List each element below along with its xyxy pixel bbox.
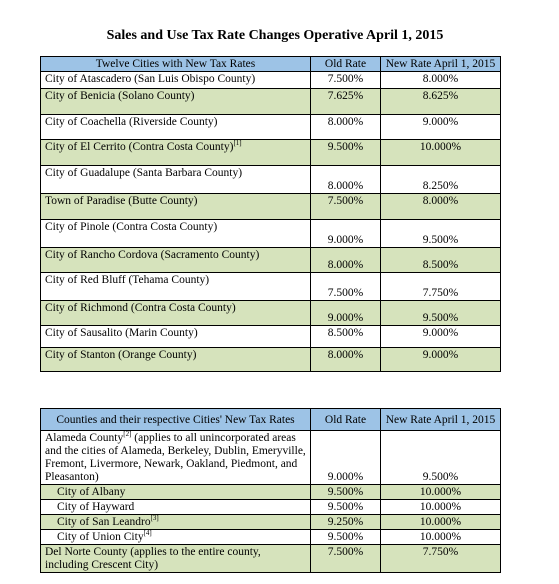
table-row xyxy=(41,301,501,326)
county-description: (applies to all unincorporated areas and the cities of Alameda, Berkeley, Dublin, Emeryville, Fremont, Livermore, Newark, Oakland, Piedmont, and Pleasanton) xyxy=(45,432,306,483)
table-row xyxy=(41,220,501,248)
city-name xyxy=(41,530,311,545)
table-header-row xyxy=(41,409,501,431)
new-rate: 7.750% xyxy=(381,545,501,573)
cities-tax-table xyxy=(40,56,501,372)
old-rate: 9.500% xyxy=(311,485,381,500)
old-rate: 9.250% xyxy=(311,515,381,530)
footnote-marker: [4] xyxy=(143,529,152,538)
column-header-old-rate: Old Rate xyxy=(311,409,381,431)
counties-tax-table xyxy=(40,408,501,573)
table-row xyxy=(41,485,501,500)
city-name: City of Stanton (Orange County) xyxy=(41,348,311,372)
new-rate: 9.500% xyxy=(381,431,501,485)
new-rate: 8.000% xyxy=(381,72,501,89)
new-rate: 10.000% xyxy=(381,485,501,500)
new-rate: 9.000% xyxy=(381,115,501,140)
old-rate: 9.000% xyxy=(311,220,381,248)
table-row xyxy=(41,89,501,115)
new-rate: 8.500% xyxy=(381,248,501,273)
new-rate: 9.500% xyxy=(381,301,501,326)
new-rate: 8.250% xyxy=(381,166,501,194)
new-rate: 9.500% xyxy=(381,220,501,248)
footnote-marker: [2] xyxy=(123,430,132,439)
column-header-cities: Twelve Cities with New Tax Rates xyxy=(41,57,311,72)
table-row xyxy=(41,72,501,89)
city-name: City of Pinole (Contra Costa County) xyxy=(41,220,311,248)
table-row xyxy=(41,140,501,166)
old-rate: 9.500% xyxy=(311,500,381,515)
city-name xyxy=(41,515,311,530)
old-rate: 7.625% xyxy=(311,89,381,115)
city-name: City of Hayward xyxy=(41,500,311,515)
column-header-old-rate: Old Rate xyxy=(311,57,381,72)
footnote-marker: [1] xyxy=(233,139,242,148)
footnote-marker: [3] xyxy=(150,514,159,523)
table-row xyxy=(41,115,501,140)
city-name: City of Sausalito (Marin County) xyxy=(41,326,311,348)
new-rate: 7.750% xyxy=(381,273,501,301)
table-row xyxy=(41,194,501,220)
old-rate: 8.500% xyxy=(311,326,381,348)
city-name-text: City of El Cerrito (Contra Costa County) xyxy=(45,141,234,153)
old-rate: 9.000% xyxy=(311,431,381,485)
new-rate: 10.000% xyxy=(381,140,501,166)
city-name: City of Guadalupe (Santa Barbara County) xyxy=(41,166,311,194)
old-rate: 8.000% xyxy=(311,248,381,273)
old-rate: 9.500% xyxy=(311,530,381,545)
old-rate: 7.500% xyxy=(311,273,381,301)
old-rate: 9.000% xyxy=(311,301,381,326)
old-rate: 7.500% xyxy=(311,72,381,89)
new-rate: 10.000% xyxy=(381,500,501,515)
city-name: City of Richmond (Contra Costa County) xyxy=(41,301,311,326)
city-name: City of Red Bluff (Tehama County) xyxy=(41,273,311,301)
table-row xyxy=(41,545,501,573)
new-rate: 10.000% xyxy=(381,515,501,530)
old-rate: 8.000% xyxy=(311,166,381,194)
city-name: City of Rancho Cordova (Sacramento County) xyxy=(41,248,311,273)
city-name: City of Coachella (Riverside County) xyxy=(41,115,311,140)
new-rate: 9.000% xyxy=(381,348,501,372)
city-name-text: City of San Leandro xyxy=(57,516,151,528)
new-rate: 9.000% xyxy=(381,326,501,348)
table-row xyxy=(41,248,501,273)
city-name: City of Atascadero (San Luis Obispo County) xyxy=(41,72,311,89)
county-name: Del Norte County (applies to the entire county, including Crescent City) xyxy=(41,545,311,573)
column-header-counties: Counties and their respective Cities' New Tax Rates xyxy=(41,409,311,431)
column-header-new-rate: New Rate April 1, 2015 xyxy=(381,409,501,431)
county-name xyxy=(41,431,311,485)
column-header-new-rate: New Rate April 1, 2015 xyxy=(381,57,501,72)
old-rate: 8.000% xyxy=(311,115,381,140)
city-name xyxy=(41,140,311,166)
table-row xyxy=(41,166,501,194)
city-name-text: City of Union City xyxy=(57,531,144,543)
county-name-text: Alameda County xyxy=(45,432,124,444)
page-title: Sales and Use Tax Rate Changes Operative April 1, 2015 xyxy=(106,28,444,43)
old-rate: 7.500% xyxy=(311,194,381,220)
old-rate: 9.500% xyxy=(311,140,381,166)
city-name: Town of Paradise (Butte County) xyxy=(41,194,311,220)
city-name: City of Benicia (Solano County) xyxy=(41,89,311,115)
new-rate: 8.625% xyxy=(381,89,501,115)
table-row xyxy=(41,326,501,348)
old-rate: 8.000% xyxy=(311,348,381,372)
table-row xyxy=(41,348,501,372)
table-row xyxy=(41,530,501,545)
new-rate: 8.000% xyxy=(381,194,501,220)
city-name: City of Albany xyxy=(41,485,311,500)
table-row xyxy=(41,515,501,530)
table-row xyxy=(41,431,501,485)
new-rate: 10.000% xyxy=(381,530,501,545)
old-rate: 7.500% xyxy=(311,545,381,573)
table-row xyxy=(41,500,501,515)
table-row xyxy=(41,273,501,301)
table-header-row xyxy=(41,57,501,72)
